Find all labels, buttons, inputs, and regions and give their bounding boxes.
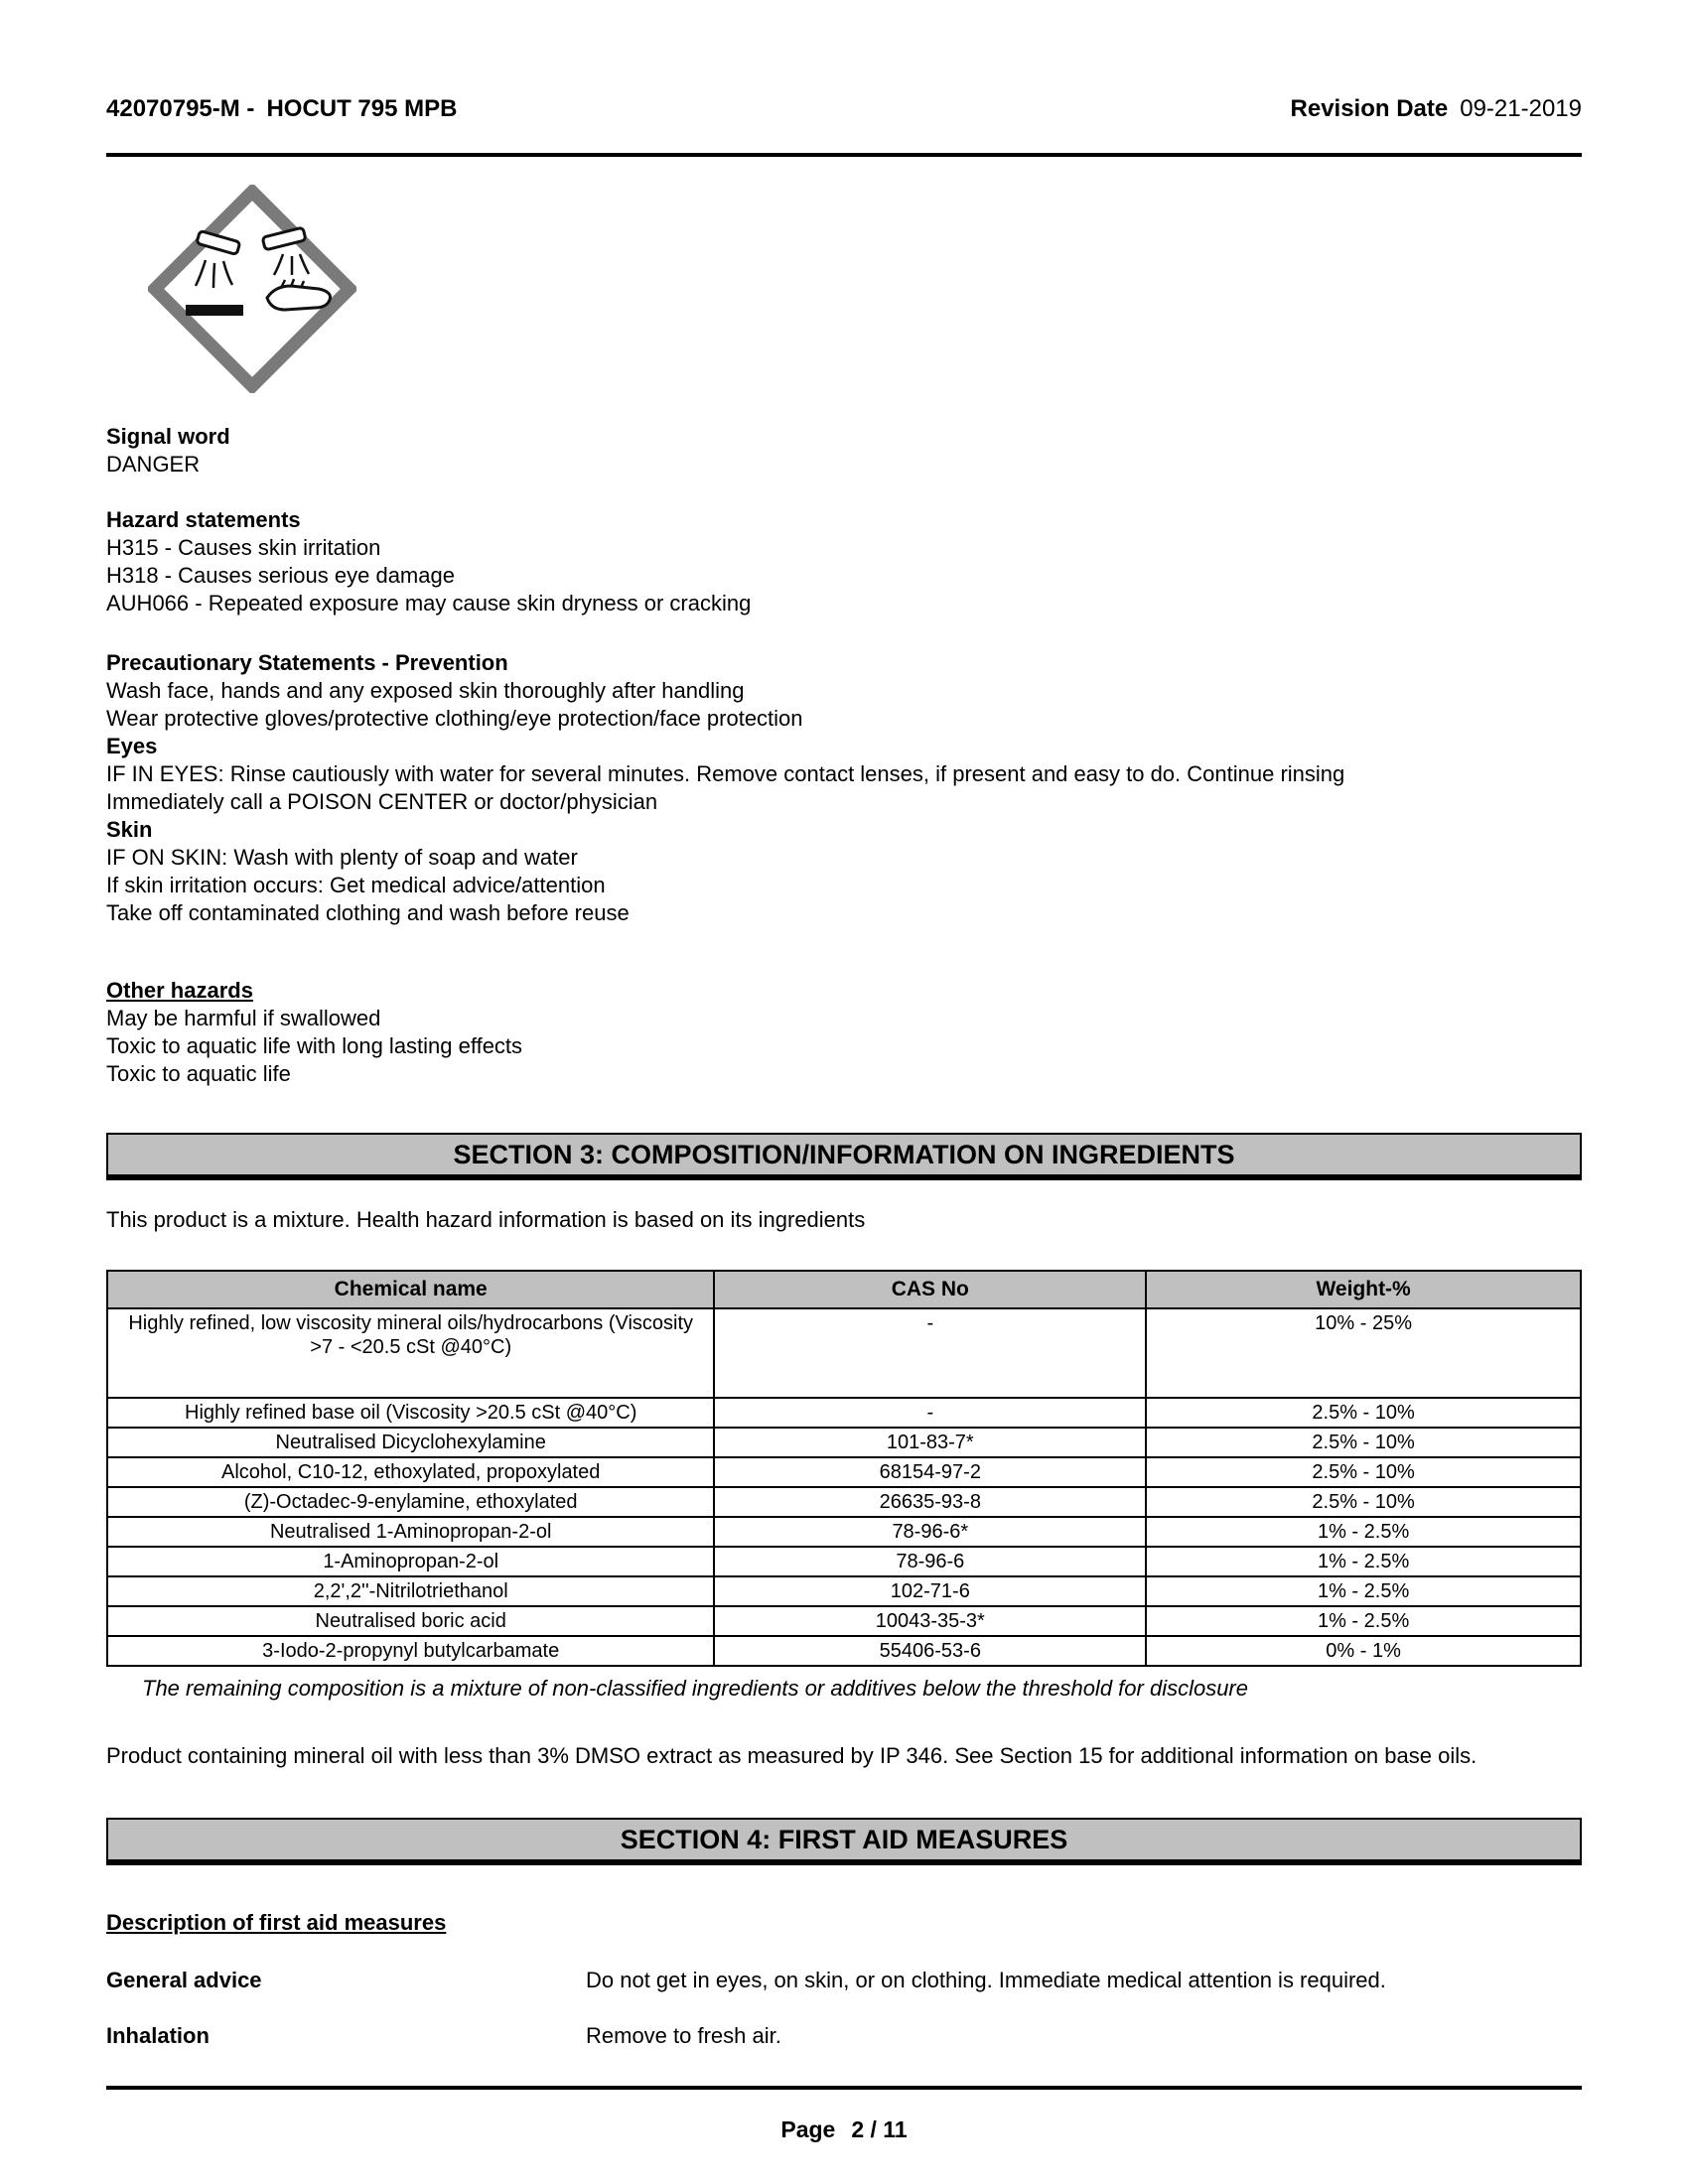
table-row (107, 1398, 1581, 1428)
column-header-weight: Weight-% (1146, 1271, 1581, 1308)
cell-cas-no: 55406-53-6 (714, 1636, 1146, 1666)
cell-chemical-name: Neutralised 1-Aminopropan-2-ol (107, 1517, 714, 1547)
other-hazard-statement: Toxic to aquatic life (106, 1061, 291, 1086)
table-row (107, 1547, 1581, 1576)
page-label: Page (780, 2116, 836, 2142)
cell-chemical-name: Neutralised Dicyclohexylamine (107, 1428, 714, 1457)
precaution-statement: Wear protective gloves/protective clothing/eye protection/face protection (106, 706, 803, 731)
other-hazards-heading: Other hazards (106, 978, 253, 1003)
revision-date-label: Revision Date (1290, 95, 1449, 122)
precaution-statement: Wash face, hands and any exposed skin thoroughly after handling (106, 678, 745, 703)
cell-chemical-name: 1-Aminopropan-2-ol (107, 1547, 714, 1576)
signal-word-value: DANGER (106, 452, 201, 477)
hazard-statement: H315 - Causes skin irritation (106, 535, 381, 560)
hazard-statements-block (106, 506, 1582, 617)
skin-heading: Skin (106, 817, 153, 842)
table-row (107, 1487, 1581, 1517)
first-aid-heading: Description of first aid measures (106, 1910, 447, 1935)
mineral-oil-note: Product containing mineral oil with less than 3% DMSO extract as measured by IP 346. See Section 15 for additional information on base oils. (106, 1743, 1477, 1768)
revision-date-value: 09-21-2019 (1460, 95, 1582, 122)
cell-weight: 0% - 1% (1146, 1636, 1581, 1666)
page-number: 2 / 11 (851, 2116, 908, 2142)
ghs-corrosion-diamond (148, 185, 356, 393)
table-row (107, 1636, 1581, 1666)
cell-cas-no: 102-71-6 (714, 1576, 1146, 1606)
cell-weight: 1% - 2.5% (1146, 1547, 1581, 1576)
header-divider (106, 153, 1582, 157)
skin-statement: IF ON SKIN: Wash with plenty of soap and water (106, 845, 578, 870)
signal-word-block (106, 423, 1582, 478)
cell-weight: 1% - 2.5% (1146, 1606, 1581, 1636)
cell-weight: 2.5% - 10% (1146, 1398, 1581, 1428)
cell-cas-no: 78-96-6 (714, 1547, 1146, 1576)
cell-cas-no: - (714, 1308, 1146, 1398)
cell-chemical-name: Alcohol, C10-12, ethoxylated, propoxylated (107, 1457, 714, 1487)
first-aid-row (106, 1967, 1582, 1994)
cell-weight: 2.5% - 10% (1146, 1457, 1581, 1487)
cell-chemical-name: Highly refined, low viscosity mineral oils/hydrocarbons (Viscosity >7 - <20.5 cSt @40°C) (107, 1308, 714, 1398)
footer-divider (106, 2086, 1582, 2090)
eyes-statement: IF IN EYES: Rinse cautiously with water for several minutes. Remove contact lenses, if present and easy to do. Continue rinsing (106, 761, 1345, 786)
hazard-statement: H318 - Causes serious eye damage (106, 563, 455, 588)
skin-statement: Take off contaminated clothing and wash before reuse (106, 900, 630, 925)
cell-weight: 10% - 25% (1146, 1308, 1581, 1398)
first-aid-label: General advice (106, 1968, 262, 1992)
ghs-corrosion-icon (148, 185, 356, 393)
skin-statement: If skin irritation occurs: Get medical advice/attention (106, 873, 606, 897)
document-title (106, 95, 457, 123)
composition-table (106, 1270, 1582, 1667)
document-number: 42070795-M - (106, 95, 255, 122)
other-hazard-statement: Toxic to aquatic life with long lasting effects (106, 1033, 523, 1058)
first-aid-row (106, 2022, 1582, 2050)
cell-weight: 1% - 2.5% (1146, 1576, 1581, 1606)
cell-cas-no: 26635-93-8 (714, 1487, 1146, 1517)
table-header-row (107, 1271, 1581, 1308)
cell-cas-no: 78-96-6* (714, 1517, 1146, 1547)
page-header (106, 95, 1582, 123)
hazard-statement: AUH066 - Repeated exposure may cause skin dryness or cracking (106, 591, 752, 615)
column-header-cas-no: CAS No (714, 1271, 1146, 1308)
first-aid-label: Inhalation (106, 2023, 210, 2048)
cell-cas-no: - (714, 1398, 1146, 1428)
signal-word-label: Signal word (106, 424, 230, 449)
cell-chemical-name: 2,2',2''-Nitrilotriethanol (107, 1576, 714, 1606)
cell-chemical-name: Highly refined base oil (Viscosity >20.5 cSt @40°C) (107, 1398, 714, 1428)
cell-chemical-name: Neutralised boric acid (107, 1606, 714, 1636)
cell-weight: 2.5% - 10% (1146, 1487, 1581, 1517)
table-row (107, 1576, 1581, 1606)
column-header-chemical-name: Chemical name (107, 1271, 714, 1308)
section3-banner: SECTION 3: COMPOSITION/INFORMATION ON INGREDIENTS (106, 1133, 1582, 1180)
section3-intro: This product is a mixture. Health hazard information is based on its ingredients (106, 1207, 866, 1232)
page-footer (106, 2116, 1582, 2143)
first-aid-text: Remove to fresh air. (586, 2023, 781, 2048)
product-name: HOCUT 795 MPB (266, 95, 458, 122)
hazard-statements-heading: Hazard statements (106, 507, 301, 532)
cell-chemical-name: 3-Iodo-2-propynyl butylcarbamate (107, 1636, 714, 1666)
cell-weight: 1% - 2.5% (1146, 1517, 1581, 1547)
section4-banner: SECTION 4: FIRST AID MEASURES (106, 1818, 1582, 1865)
table-row (107, 1428, 1581, 1457)
cell-cas-no: 101-83-7* (714, 1428, 1146, 1457)
revision-date (1291, 95, 1582, 123)
table-row (107, 1517, 1581, 1547)
precautionary-block (106, 649, 1582, 927)
precautionary-heading: Precautionary Statements - Prevention (106, 650, 508, 675)
first-aid-text: Do not get in eyes, on skin, or on clothing. Immediate medical attention is required. (586, 1968, 1386, 1992)
table-row (107, 1308, 1581, 1398)
cell-cas-no: 68154-97-2 (714, 1457, 1146, 1487)
cell-chemical-name: (Z)-Octadec-9-enylamine, ethoxylated (107, 1487, 714, 1517)
other-hazards-block (106, 977, 1582, 1088)
cell-weight: 2.5% - 10% (1146, 1428, 1581, 1457)
eyes-statement: Immediately call a POISON CENTER or doctor/physician (106, 789, 658, 814)
table-row (107, 1606, 1581, 1636)
cell-cas-no: 10043-35-3* (714, 1606, 1146, 1636)
eyes-heading: Eyes (106, 734, 158, 758)
table-row (107, 1457, 1581, 1487)
composition-footnote: The remaining composition is a mixture of non-classified ingredients or additives below the threshold for disclosure (142, 1676, 1248, 1701)
other-hazard-statement: May be harmful if swallowed (106, 1006, 381, 1030)
